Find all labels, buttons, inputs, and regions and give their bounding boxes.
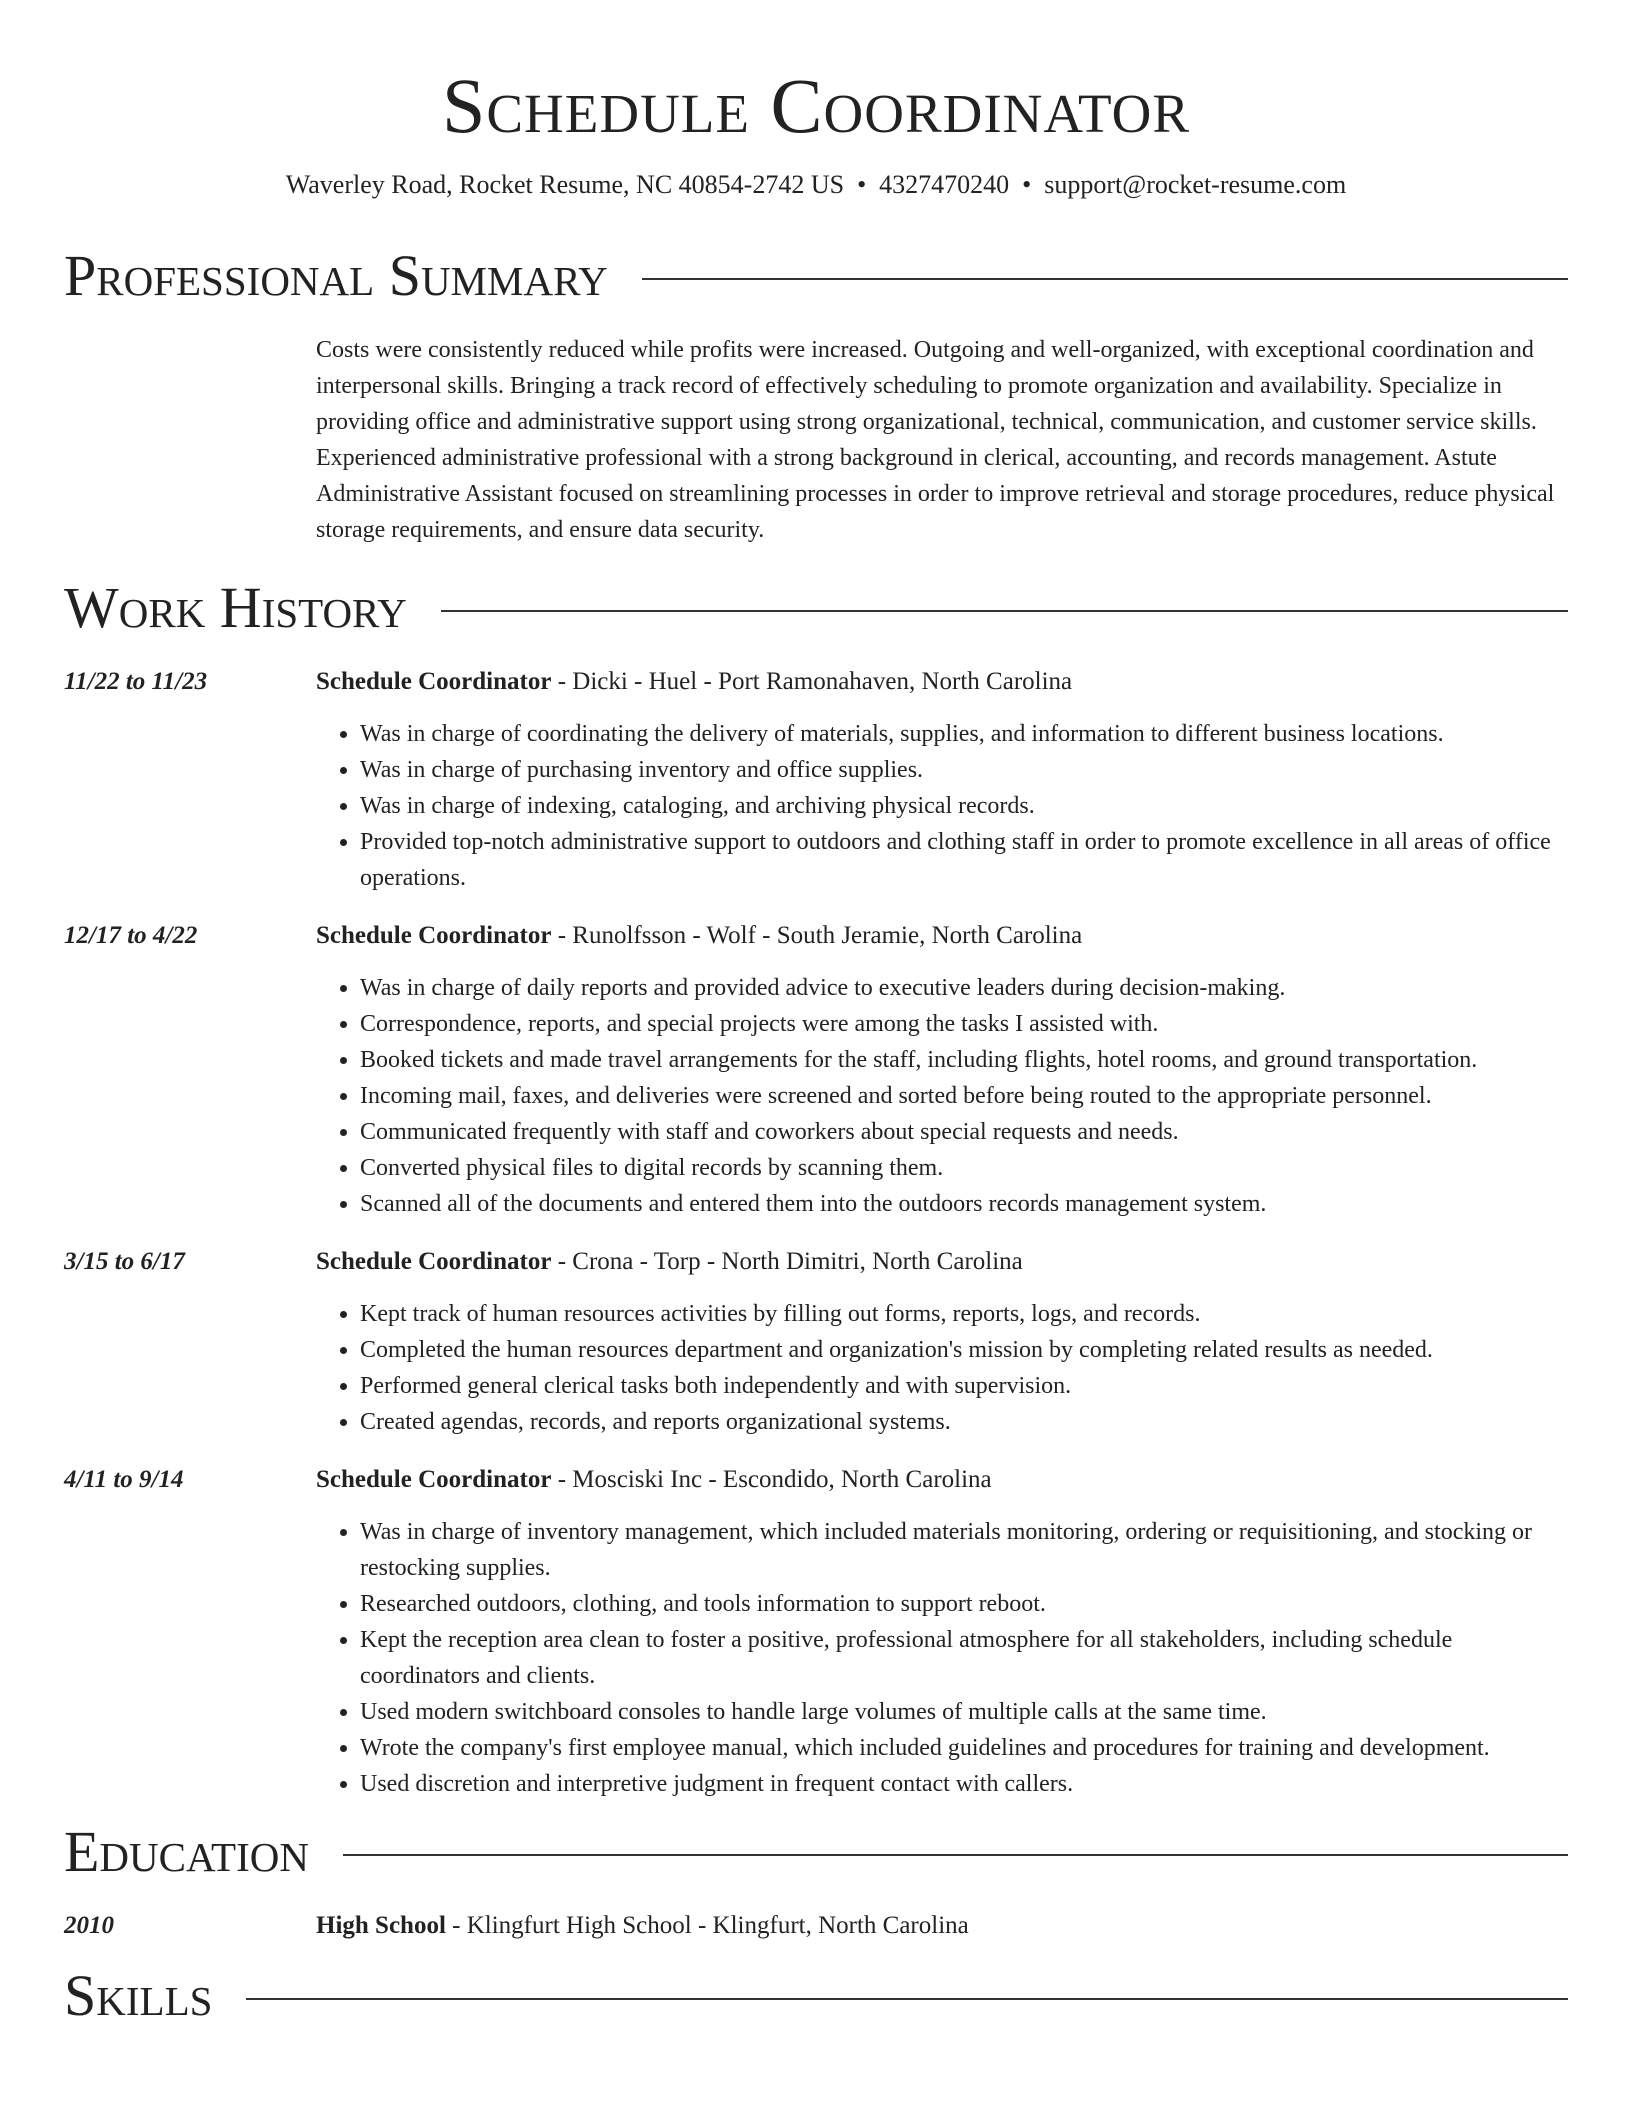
job-title: Schedule Coordinator — [316, 1248, 552, 1275]
duty-item: • Incoming mail, faxes, and deliveries were screened and sorted before being routed to the appropriate personnel. — [360, 1078, 1568, 1114]
duty-item: • Wrote the company's first employee manual, which included guidelines and procedures for training and development. — [360, 1730, 1568, 1766]
duty-item: • Booked tickets and made travel arrangements for the staff, including flights, hotel rooms, and ground transportation. — [360, 1042, 1568, 1078]
skills-heading: Skills — [64, 1963, 213, 2028]
duty-item: • Used discretion and interpretive judgment in frequent contact with callers. — [360, 1766, 1568, 1802]
separator: • — [857, 170, 867, 199]
job-details: - Runolfsson - Wolf - South Jeramie, North Carolina — [551, 922, 1083, 949]
job-title-line — [316, 918, 1568, 954]
duty-item: • Correspondence, reports, and special projects were among the tasks I assisted with. — [360, 1006, 1568, 1042]
duty-item: • Kept track of human resources activities by filling out forms, reports, logs, and records. — [360, 1296, 1568, 1332]
summary-heading: Professional Summary — [64, 243, 608, 308]
duty-item: • Used modern switchboard consoles to handle large volumes of multiple calls at the same time. — [360, 1694, 1568, 1730]
job-duties — [316, 716, 1568, 896]
job-entry — [64, 1244, 1568, 1440]
duty-item: • Kept the reception area clean to foster a positive, professional atmosphere for all stakeholders, including schedule coordinators and clients. — [360, 1622, 1568, 1694]
job-title-line — [316, 1244, 1568, 1280]
work-list — [64, 664, 1568, 1802]
section-rule — [642, 278, 1568, 280]
education-details: - Klingfurt High School - Klingfurt, North Carolina — [445, 1912, 969, 1939]
job-entry — [64, 664, 1568, 896]
duty-item: • Performed general clerical tasks both independently and with supervision. — [360, 1368, 1568, 1404]
education-heading: Education — [64, 1819, 309, 1884]
job-title: Schedule Coordinator — [316, 668, 552, 695]
duty-item: • Was in charge of daily reports and provided advice to executive leaders during decision-making. — [360, 970, 1568, 1006]
candidate-name: Schedule Coordinator — [441, 62, 1191, 149]
job-details: - Mosciski Inc - Escondido, North Carolina — [551, 1466, 992, 1493]
summary-section-header — [64, 243, 1568, 308]
duty-item: • Was in charge of indexing, cataloging, and archiving physical records. — [360, 788, 1568, 824]
job-details: - Dicki - Huel - Port Ramonahaven, North Carolina — [551, 668, 1073, 695]
phone: 4327470240 — [879, 170, 1010, 199]
education-line — [316, 1908, 1568, 1944]
job-dates: 3/15 to 6/17 — [64, 1248, 185, 1275]
job-dates: 12/17 to 4/22 — [64, 922, 198, 949]
job-dates: 4/11 to 9/14 — [64, 1466, 184, 1493]
job-dates: 11/22 to 11/23 — [64, 668, 208, 695]
duty-item: • Scanned all of the documents and entered them into the outdoors records management system. — [360, 1186, 1568, 1222]
duty-item: • Completed the human resources department and organization's mission by completing related results as needed. — [360, 1332, 1568, 1368]
work-section-header — [64, 575, 1568, 640]
duty-item: • Was in charge of coordinating the delivery of materials, supplies, and information to different business locations. — [360, 716, 1568, 752]
job-duties — [316, 970, 1568, 1222]
education-degree: High School — [316, 1912, 446, 1939]
duty-item: • Provided top-notch administrative support to outdoors and clothing staff in order to promote excellence in all areas of office operations. — [360, 824, 1568, 896]
section-rule — [343, 1854, 1568, 1856]
job-title-line — [316, 664, 1568, 700]
job-title: Schedule Coordinator — [316, 1466, 552, 1493]
skills-section-header — [64, 1963, 1568, 2028]
education-year: 2010 — [64, 1912, 114, 1939]
job-title: Schedule Coordinator — [316, 922, 552, 949]
job-entry — [64, 1462, 1568, 1802]
section-rule — [246, 1998, 1568, 2000]
address: Waverley Road, Rocket Resume, NC 40854-2742 US — [285, 170, 845, 199]
duty-item: • Converted physical files to digital records by scanning them. — [360, 1150, 1568, 1186]
summary-text: Costs were consistently reduced while profits were increased. Outgoing and well-organized, with exceptional coordination and interpersonal skills. Bringing a track record of effectively scheduling to promote organization and availability. Specialize in providing office and administrative support using strong organizational, technical, communication, and customer service skills. Experienced administrative professional with a strong background in clerical, accounting, and records management. Astute Administrative Assistant focused on streamlining processes in order to improve retrieval and storage procedures, reduce physical storage requirements, and ensure data security. — [316, 337, 1555, 543]
job-duties — [316, 1296, 1568, 1440]
duty-item: • Communicated frequently with staff and coworkers about special requests and needs. — [360, 1114, 1568, 1150]
education-entry — [64, 1908, 1568, 1944]
job-entry — [64, 918, 1568, 1222]
job-title-line — [316, 1462, 1568, 1498]
duty-item: • Was in charge of inventory management, which included materials monitoring, ordering or requisitioning, and stocking or restocking supplies. — [360, 1514, 1568, 1586]
work-heading: Work History — [64, 575, 407, 640]
separator: • — [1022, 170, 1032, 199]
job-duties — [316, 1514, 1568, 1802]
email: support@rocket-resume.com — [1044, 170, 1347, 199]
job-details: - Crona - Torp - North Dimitri, North Carolina — [551, 1248, 1023, 1275]
duty-item: • Created agendas, records, and reports organizational systems. — [360, 1404, 1568, 1440]
section-rule — [441, 610, 1568, 612]
education-section-header — [64, 1819, 1568, 1884]
contact-line — [64, 170, 1568, 200]
duty-item: • Was in charge of purchasing inventory and office supplies. — [360, 752, 1568, 788]
duty-item: • Researched outdoors, clothing, and tools information to support reboot. — [360, 1586, 1568, 1622]
